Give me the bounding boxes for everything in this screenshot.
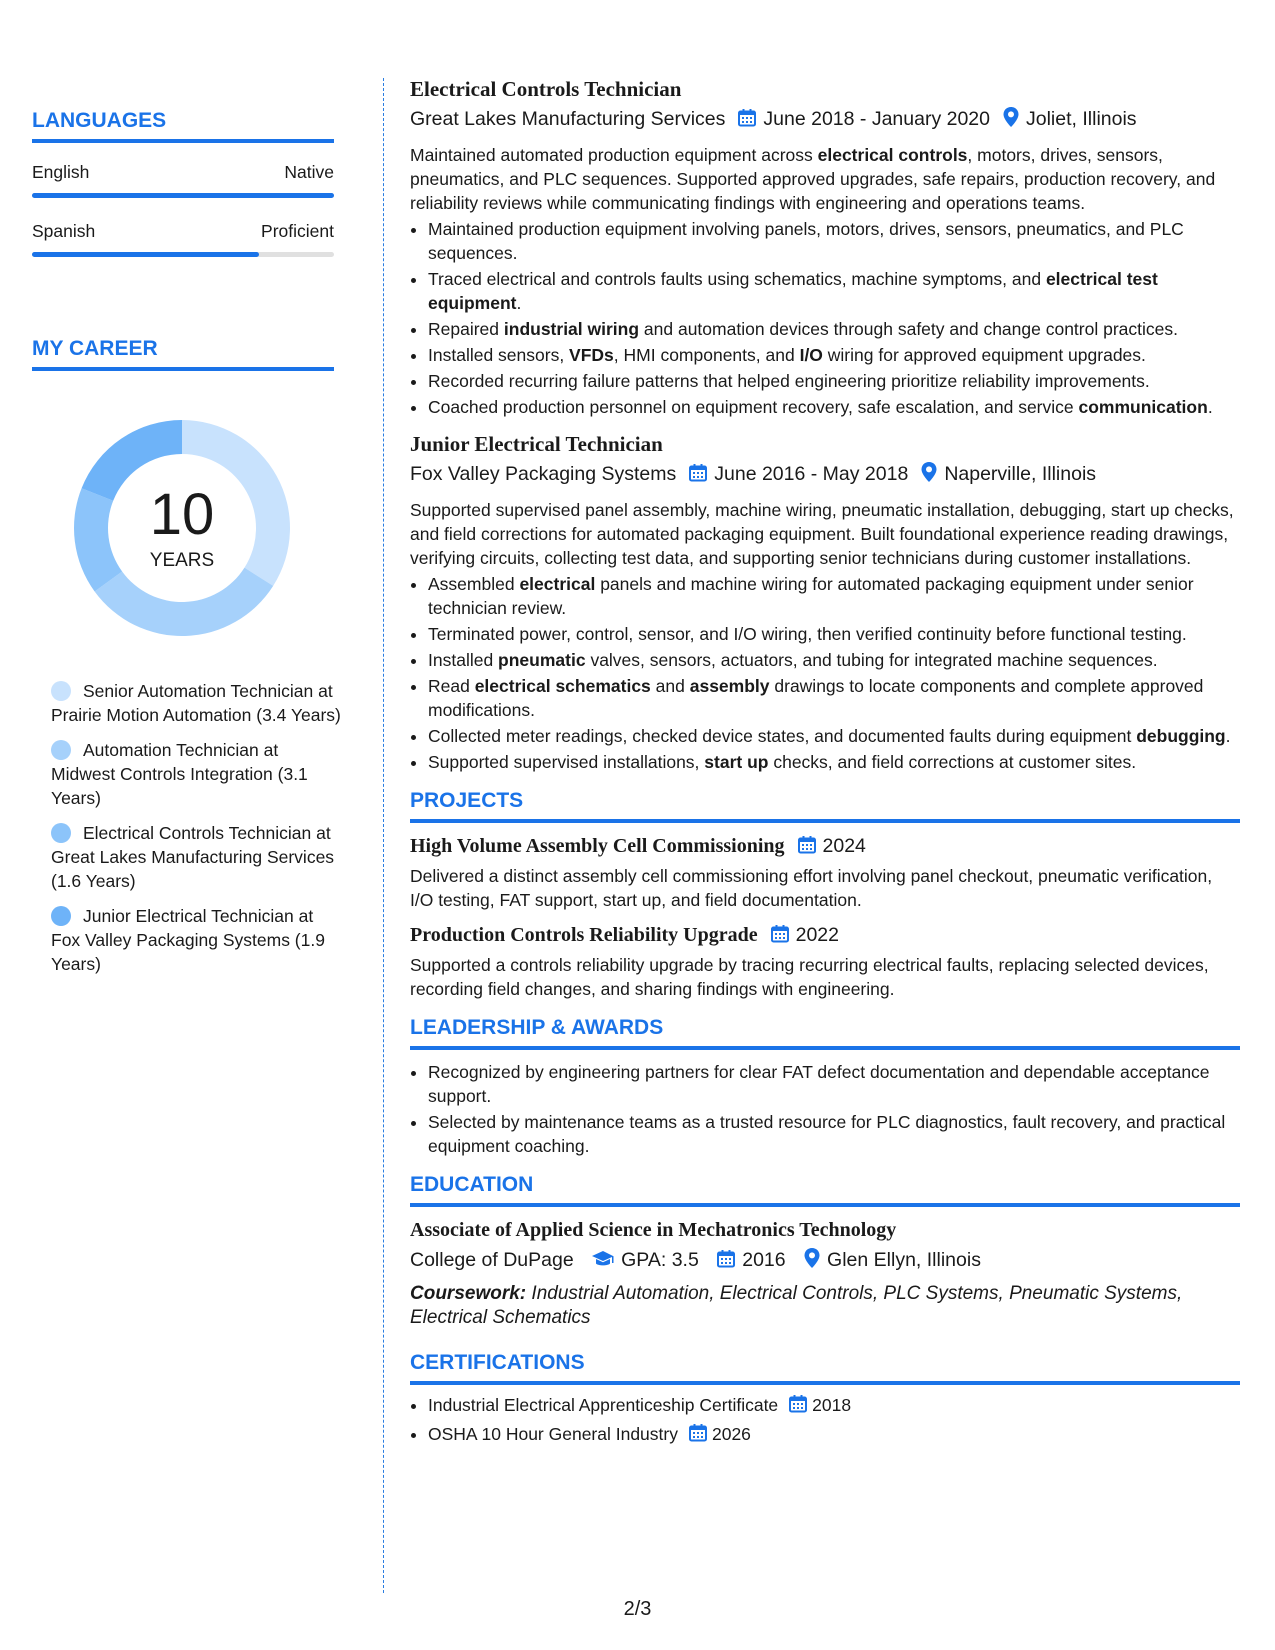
project-description: Supported a controls reliability upgrade by tracing recurring electrical faults, replacing selected devices, recording field changes, and sharing findings with engineering. [410,955,1209,999]
language-name: Spanish [32,221,96,241]
project-year: 2024 [822,835,866,857]
leadership-item: • Selected by maintenance teams as a trusted resource for PLC diagnostics, fault recovery, and practical equipment coaching. [428,1110,1240,1158]
language-name: English [32,162,90,182]
graduation-cap-icon [591,1249,615,1276]
job-entry [410,76,1240,419]
job-bullets [410,217,1240,419]
calendar-icon [716,1249,736,1276]
calendar-icon [688,1423,708,1449]
certifications-list [410,1393,1240,1449]
legend-dot [51,681,71,701]
language-bar [32,193,334,198]
language-bar-fill [32,252,259,257]
job-meta [410,461,1240,490]
project-name: High Volume Assembly Cell Commissioning [410,835,785,857]
legend-label: Electrical Controls Technician at Great Lakes Manufacturing Services (1.6 Years) [51,823,335,891]
language-level: Proficient [261,221,334,241]
career-legend-item [51,738,341,810]
legend-label: Junior Electrical Technician at Fox Valley Packaging Systems (1.9 Years) [51,906,325,974]
job-summary: Maintained automated production equipment across electrical controls, motors, drives, sensors, pneumatics, and PLC sequences. Supported approved upgrades, safe repairs, production recovery, and reliability reviews while communicating findings with engineering and operations teams. [410,145,1216,213]
experience-list [410,76,1240,774]
job-entry [410,431,1240,774]
certification-year: 2018 [812,1395,852,1415]
legend-dot [51,906,71,926]
job-bullet: • Recorded recurring failure patterns that helped engineering prioritize reliability improvements. [428,369,1240,393]
job-meta [410,106,1240,135]
languages-section [32,108,334,257]
degree-title: Associate of Applied Science in Mechatronics Technology [410,1219,897,1241]
leadership-title: LEADERSHIP & AWARDS [410,1015,1240,1050]
certifications-title: CERTIFICATIONS [410,1350,1240,1385]
career-donut [67,413,297,643]
job-bullet: • Collected meter readings, checked device states, and documented faults during equipment debugging. [428,724,1240,748]
job-bullet: • Repaired industrial wiring and automation devices through safety and change control practices. [428,317,1240,341]
job-bullet: • Installed sensors, VFDs, HMI components, and I/O wiring for approved equipment upgrades. [428,343,1240,367]
calendar-icon [737,108,757,135]
career-legend-item [51,904,341,976]
job-bullet: • Traced electrical and controls faults using schematics, machine symptoms, and electrical test equipment. [428,267,1240,315]
projects-section [410,788,1240,1001]
coursework [410,1282,1240,1330]
job-title: Electrical Controls Technician [410,77,682,101]
projects-list [410,833,1240,1001]
job-bullet: • Assembled electrical panels and machine wiring for automated packaging equipment under senior technician review. [428,572,1240,620]
job-dates: June 2018 - January 2020 [763,108,990,130]
language-level: Native [284,162,334,182]
job-location: Naperville, Illinois [944,463,1097,485]
job-bullet: • Terminated power, control, sensor, and I/O wiring, then verified continuity before functional testing. [428,622,1240,646]
school-location: Glen Ellyn, Illinois [827,1249,981,1271]
career-total-years: 10 [149,482,215,547]
job-bullet: • Maintained production equipment involving panels, motors, drives, sensors, pneumatics, and PLC sequences. [428,217,1240,265]
education-title: EDUCATION [410,1172,1240,1207]
languages-title: LANGUAGES [32,108,334,143]
legend-dot [51,740,71,760]
donut-segment [95,568,274,636]
project-description: Delivered a distinct assembly cell commissioning effort involving panel checkout, pneumatic verification, I/O testing, FAT support, start up, and field documentation. [410,866,1213,910]
certification-year: 2026 [711,1424,751,1444]
career-legend-item [51,679,341,727]
coursework-label: Coursework: [410,1283,527,1304]
career-title: MY CAREER [32,336,334,371]
language-bar-fill [32,193,334,198]
page-number: 2/3 [623,1598,652,1620]
job-bullet: • Installed pneumatic valves, sensors, actuators, and tubing for integrated machine sequences. [428,648,1240,672]
certification-name: Industrial Electrical Apprenticeship Certificate [428,1395,779,1415]
certification-item [428,1422,1240,1449]
language-item [32,220,334,257]
certification-name: OSHA 10 Hour General Industry [428,1424,678,1444]
legend-label: Senior Automation Technician at Prairie Motion Automation (3.4 Years) [51,681,341,725]
column-divider [383,78,384,1593]
project-name: Production Controls Reliability Upgrade [410,924,758,946]
career-years-label: YEARS [149,550,215,571]
location-pin-icon [920,461,938,490]
language-item [32,161,334,198]
company-name: Fox Valley Packaging Systems [410,463,677,485]
career-section [32,336,341,987]
career-legend [32,679,341,976]
calendar-icon [688,463,708,490]
leadership-item: • Recognized by engineering partners for clear FAT defect documentation and dependable acceptance support. [428,1060,1240,1108]
language-bar [32,252,334,257]
leadership-section [410,1015,1240,1158]
calendar-icon [788,1394,808,1420]
career-legend-item [51,821,341,893]
company-name: Great Lakes Manufacturing Services [410,108,726,130]
job-bullets [410,572,1240,774]
location-pin-icon [803,1247,821,1276]
gpa: GPA: 3.5 [621,1249,699,1271]
graduation-year: 2016 [742,1249,786,1271]
coursework-list: Industrial Automation, Electrical Controls, PLC Systems, Pneumatic Systems, Electrical Schematics [410,1283,1183,1328]
calendar-icon [770,924,790,951]
project-title [410,922,1240,951]
main-content [410,76,1240,1451]
job-bullet: • Supported supervised installations, start up checks, and field corrections at customer sites. [428,750,1240,774]
certification-item [428,1393,1240,1420]
projects-title: PROJECTS [410,788,1240,823]
calendar-icon [797,835,817,862]
education-meta [410,1247,1240,1276]
leadership-list [410,1060,1240,1158]
certifications-section [410,1350,1240,1449]
job-title: Junior Electrical Technician [410,432,663,456]
location-pin-icon [1002,106,1020,135]
school-name: College of DuPage [410,1249,574,1271]
legend-dot [51,823,71,843]
job-dates: June 2016 - May 2018 [714,463,909,485]
legend-label: Automation Technician at Midwest Controls Integration (3.1 Years) [51,740,308,808]
job-location: Joliet, Illinois [1026,108,1137,130]
job-summary: Supported supervised panel assembly, machine wiring, pneumatic installation, debugging, start up checks, and field corrections for automated packaging equipment. Built foundational experience reading drawings, verifying circuits, collecting test data, and supporting senior technicians during customer installations. [410,500,1234,568]
project-title [410,833,1240,862]
project-year: 2022 [795,924,839,946]
job-bullet: • Coached production personnel on equipment recovery, safe escalation, and service communication. [428,395,1240,419]
education-section [410,1172,1240,1330]
job-bullet: • Read electrical schematics and assembly drawings to locate components and complete approved modifications. [428,674,1240,722]
